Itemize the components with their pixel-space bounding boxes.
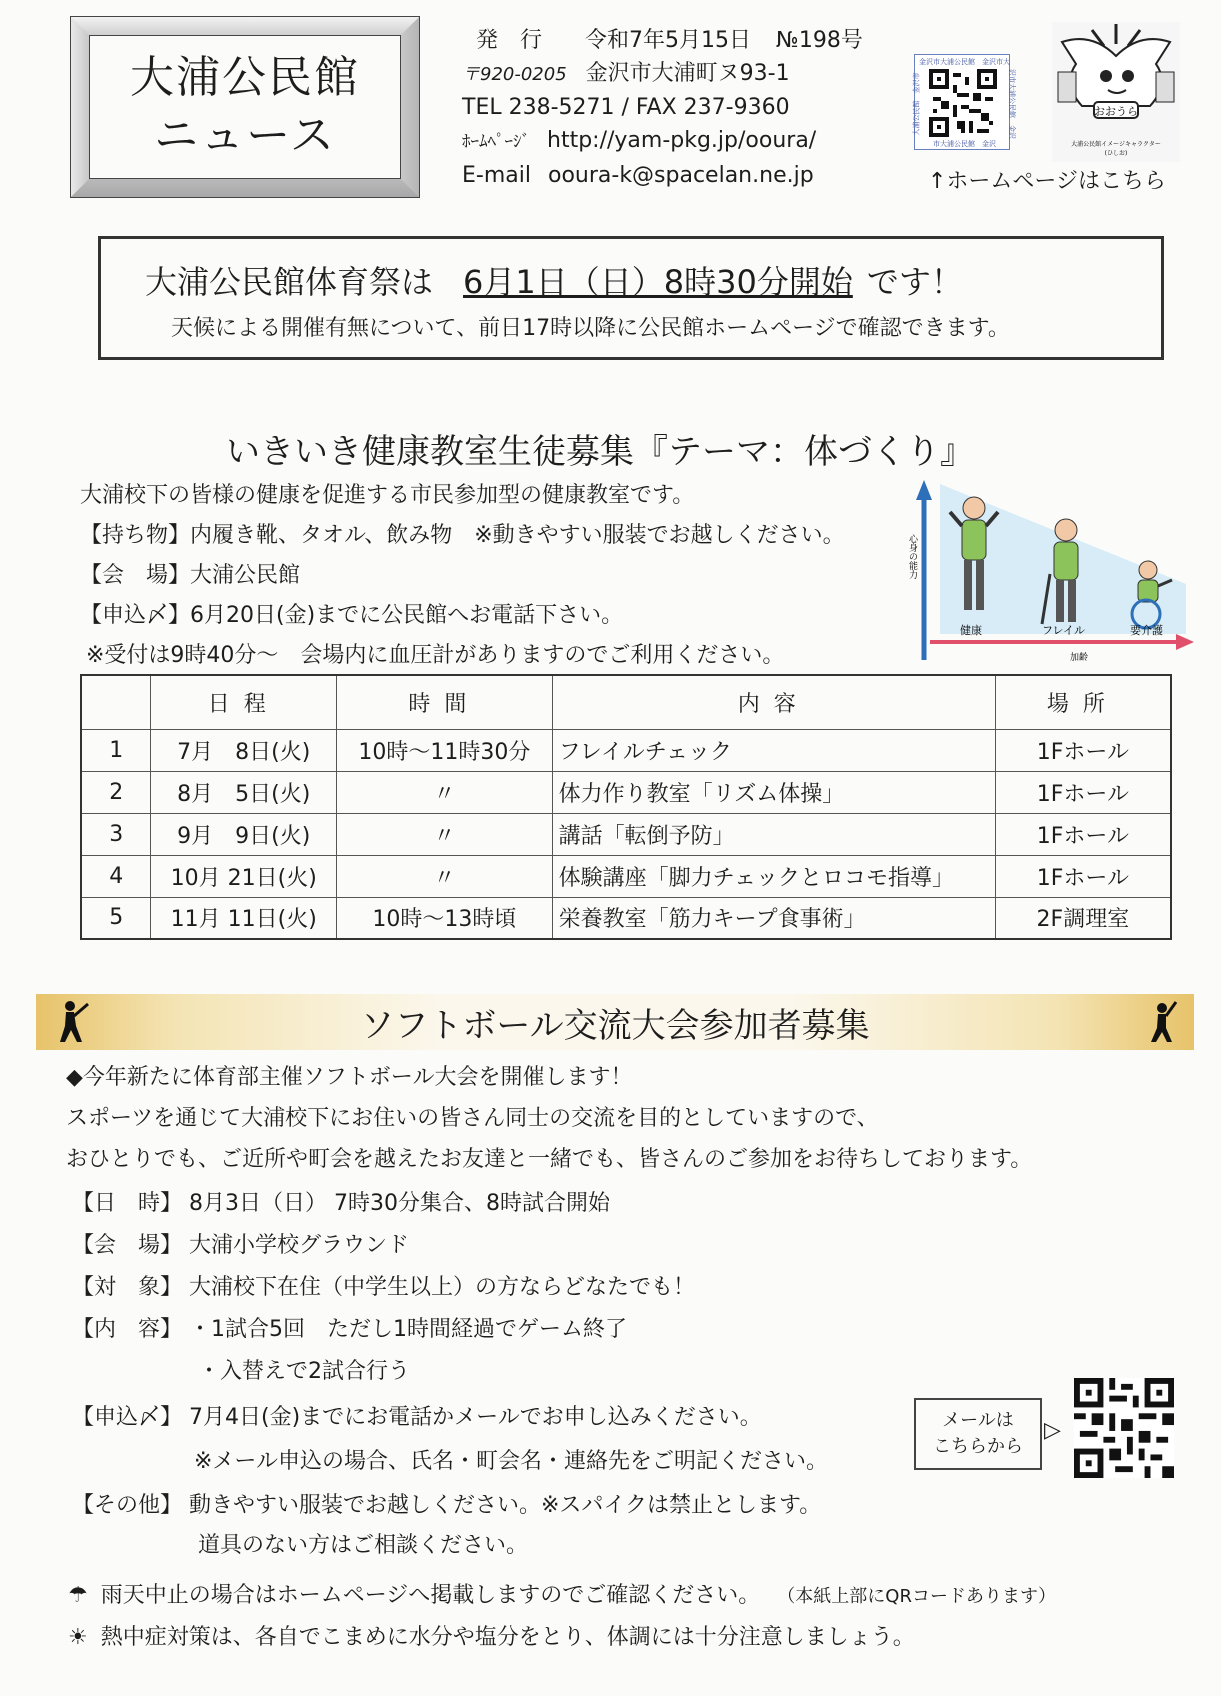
- heat-notice: 熱中症対策は、各自でこまめに水分や塩分をとり、体調には十分注意しましょう。: [100, 1625, 915, 1650]
- health-apply: 【申込〆】6月20日(金)までに公民館へお電話下さい。: [80, 603, 624, 628]
- row-place: 1Fホール: [995, 813, 1171, 855]
- softball-lead: ◆今年新たに体育部主催ソフトボール大会を開催します！: [66, 1065, 633, 1090]
- sports-festival-notice: [98, 236, 1164, 360]
- issue-contact-info: [462, 24, 863, 192]
- batter-silhouette-icon: [1140, 1000, 1180, 1044]
- mascot-caption: 大浦公民館イメージキャラクター: [1071, 141, 1161, 148]
- row-content: 体力作り教室「リズム体操」: [552, 771, 995, 813]
- rain-notice-qr: （本紙上部にQRコードあります）: [777, 1586, 1056, 1607]
- header-no: [81, 675, 151, 729]
- umbrella-icon: ☂: [68, 1583, 88, 1608]
- stage-care: 要介護: [1130, 624, 1163, 637]
- row-no: 5: [81, 897, 151, 939]
- festival-date: 6月1日（日）8時30分開始: [463, 263, 853, 301]
- mascot-illustration: [1052, 22, 1180, 162]
- row-place: 1Fホール: [995, 729, 1171, 771]
- homepage-qr-code[interactable]: [912, 54, 1016, 150]
- row-time: 10時～13時頃: [337, 897, 553, 939]
- mascot-hishio-icon: [1052, 22, 1180, 162]
- masthead-title-line2: ニュース: [154, 110, 336, 161]
- row-no: 3: [81, 813, 151, 855]
- softball-content-1: 【内 容】 ・1試合5回 ただし1時間経過でゲーム終了: [72, 1317, 627, 1342]
- qr-frame-text-bottom: 市大浦公民館 金沢: [933, 140, 996, 148]
- softball-apply: 【申込〆】 7月4日(金)までにお電話かメールでお申し込みください。: [72, 1405, 762, 1430]
- header-date: 日程: [151, 675, 337, 729]
- email-address[interactable]: ooura-k@spacelan.ne.jp: [547, 163, 814, 188]
- issue-number: №198号: [776, 28, 863, 53]
- mascot-name: (ひしお): [1104, 150, 1128, 157]
- row-no: 4: [81, 855, 151, 897]
- festival-weather-note: 天候による開催有無について、前日17時以降に公民館ホームページで確認できます。: [171, 316, 1010, 341]
- row-place: 1Fホール: [995, 855, 1171, 897]
- masthead-title-line1: 大浦公民館: [130, 52, 360, 103]
- mail-callout-line2: こちらから: [933, 1436, 1023, 1457]
- softball-apply-note: ※メール申込の場合、氏名・町会名・連絡先をご明記ください。: [194, 1449, 828, 1474]
- postal-code: 〒920-0205: [462, 64, 567, 85]
- health-class-title: いきいき健康教室生徒募集『テーマ：体づくり』: [226, 432, 974, 472]
- rain-notice: 雨天中止の場合はホームページへ掲載しますのでご確認ください。: [100, 1583, 761, 1608]
- softball-title: ソフトボール交流大会参加者募集: [360, 1006, 870, 1046]
- row-content: 体験講座「脚力チェックとロコモ指導」: [552, 855, 995, 897]
- softball-paragraph-2: おひとりでも、ご近所や町会を越えたお友達と一緒でも、皆さんのご参加をお待ちしております。: [66, 1147, 1033, 1172]
- softball-content-2: ・入替えで2試合行う: [198, 1359, 410, 1384]
- festival-lead: 大浦公民館体育祭は: [145, 263, 434, 301]
- qr-frame-text-left: 大浦公民館 金沢市: [912, 72, 921, 136]
- homepage-label: ﾎｰﾑﾍﾟｰｼﾞ: [462, 132, 530, 152]
- row-time: 〃: [337, 813, 553, 855]
- frailty-chart-icon: [907, 474, 1194, 664]
- mail-callout: [914, 1398, 1042, 1470]
- row-date: 9月 9日(火): [151, 813, 337, 855]
- row-date: 10月 21日(火): [151, 855, 337, 897]
- issue-date: 令和7年5月15日: [585, 28, 752, 53]
- row-no: 2: [81, 771, 151, 813]
- address: 金沢市大浦町ヌ93-1: [585, 61, 790, 86]
- mail-qr-code-icon[interactable]: [1074, 1378, 1174, 1478]
- stage-frail: フレイル: [1042, 624, 1086, 637]
- mail-callout-line1: メールは: [942, 1410, 1014, 1431]
- homepage-note: ↑ホームページはこちら: [928, 169, 1166, 194]
- arrow-right-icon: ▷: [1044, 1418, 1061, 1443]
- table-row: [81, 771, 1171, 813]
- row-date: 7月 8日(火): [151, 729, 337, 771]
- softball-paragraph-1: スポーツを通じて大浦校下にお住いの皆さん同士の交流を目的としていますので、: [66, 1106, 879, 1131]
- row-place: 1Fホール: [995, 771, 1171, 813]
- table-row: [81, 897, 1171, 939]
- row-content: 講話「転倒予防」: [552, 813, 995, 855]
- illus-x-label: 加齢: [1070, 653, 1089, 663]
- header-time: 時間: [337, 675, 553, 729]
- health-schedule-table: [80, 674, 1172, 940]
- row-time: 〃: [337, 855, 553, 897]
- mascot-badge: おおうら: [1094, 105, 1138, 118]
- table-row: [81, 729, 1171, 771]
- qr-pattern-icon: [929, 69, 997, 137]
- homepage-url[interactable]: http://yam-pkg.jp/ooura/: [547, 128, 817, 153]
- qr-frame-text-top: 金沢市大浦公民館 金沢市大: [919, 58, 1010, 66]
- softball-datetime: 【日 時】 8月3日（日） 7時30分集合、8時試合開始: [72, 1191, 610, 1216]
- header-content: 内容: [552, 675, 995, 729]
- softball-other: 【その他】 動きやすい服装でお越しください。※スパイクは禁止とします。: [72, 1493, 822, 1518]
- table-header-row: [81, 675, 1171, 729]
- softball-target: 【対 象】 大浦校下在住（中学生以上）の方ならどなたでも！: [72, 1275, 695, 1300]
- table-row: [81, 813, 1171, 855]
- softball-banner: [36, 994, 1194, 1050]
- health-venue: 【会 場】大浦公民館: [80, 563, 301, 588]
- row-date: 11月 11日(火): [151, 897, 337, 939]
- masthead-frame: [70, 16, 420, 198]
- table-row: [81, 855, 1171, 897]
- row-content: 栄養教室「筋力キープ食事術」: [552, 897, 995, 939]
- row-time: 10時～11時30分: [337, 729, 553, 771]
- stage-healthy: 健康: [960, 624, 982, 637]
- illus-y-label: 心身の能力: [907, 534, 917, 579]
- header-place: 場所: [995, 675, 1171, 729]
- tel-fax: TEL 238-5271 / FAX 237-9360: [462, 95, 790, 120]
- email-label: E-mail: [462, 163, 531, 188]
- row-place: 2F調理室: [995, 897, 1171, 939]
- row-no: 1: [81, 729, 151, 771]
- softball-other-2: 道具のない方はご相談ください。: [198, 1533, 529, 1558]
- frailty-illustration: [907, 474, 1194, 664]
- health-intro: 大浦校下の皆様の健康を促進する市民参加型の健康教室です。: [80, 483, 695, 508]
- issue-label: 発 行: [476, 28, 543, 53]
- festival-tail: です！: [866, 263, 963, 301]
- row-time: 〃: [337, 771, 553, 813]
- row-date: 8月 5日(火): [151, 771, 337, 813]
- row-content: フレイルチェック: [552, 729, 995, 771]
- health-reception: ※受付は9時40分～ 会場内に血圧計がありますのでご利用ください。: [86, 643, 785, 668]
- softball-venue: 【会 場】 大浦小学校グラウンド: [72, 1233, 409, 1258]
- qr-frame-text-right: 沢市大浦公民館 金沢: [1008, 69, 1016, 139]
- sun-icon: ☀: [68, 1625, 88, 1650]
- health-bring: 【持ち物】内履き靴、タオル、飲み物 ※動きやすい服装でお越しください。: [80, 523, 845, 548]
